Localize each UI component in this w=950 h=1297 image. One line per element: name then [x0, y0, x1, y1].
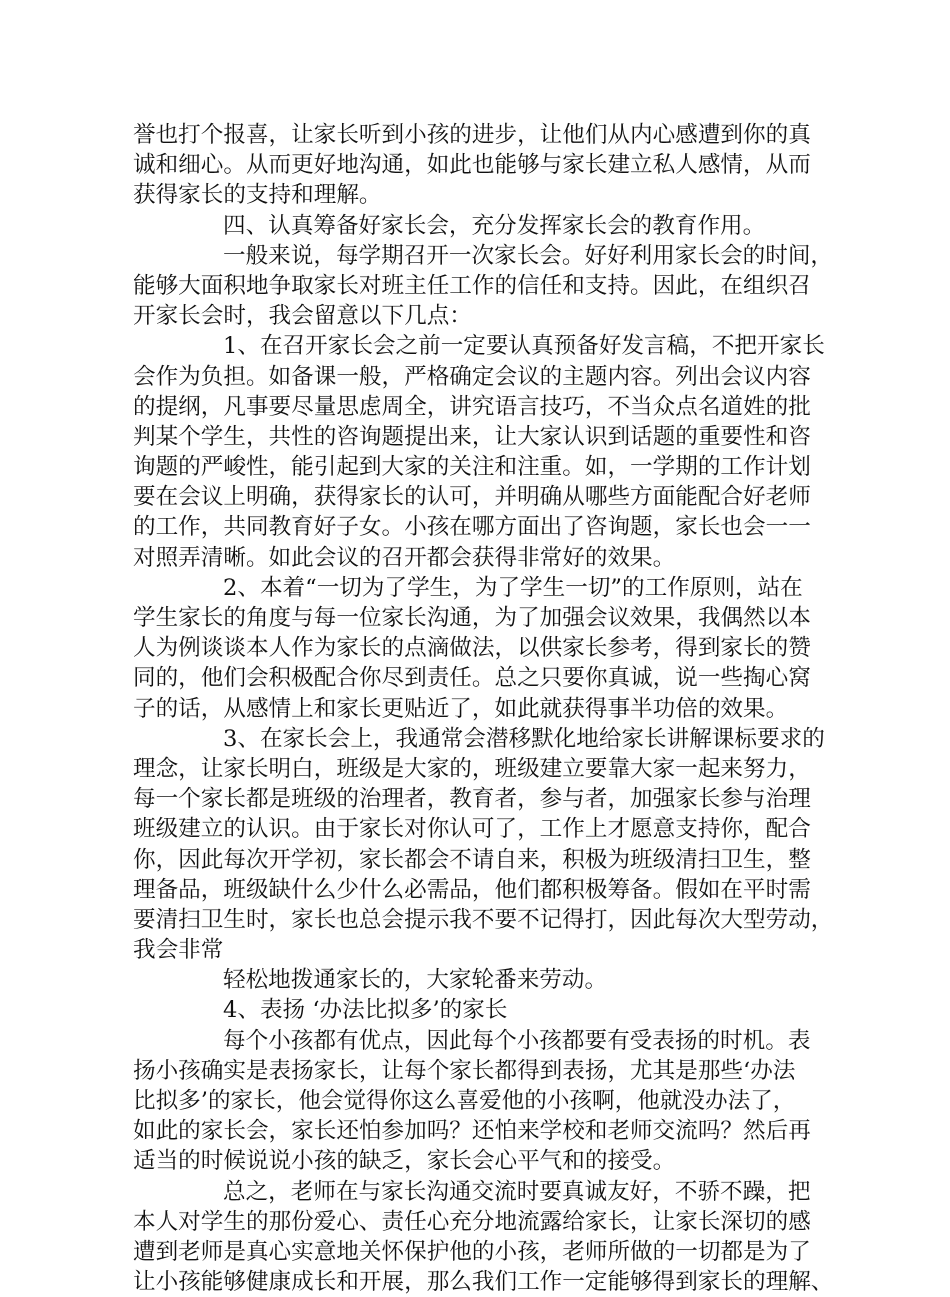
paragraph-line: 对照弄清晰。如此会议的召开都会获得非常好的效果。: [133, 544, 676, 571]
paragraph-line: 的工作，共同教育好子女。小孩在哪方面出了咨询题，家长也会一一: [133, 514, 811, 541]
paragraph-line: 总之，老师在与家长沟通交流时要真诚友好，不骄不躁，把: [223, 1178, 811, 1205]
paragraph-line: 2、本着“一切为了学生，为了学生一切”的工作原则，站在: [223, 574, 803, 601]
paragraph-line: 4、表扬 ‘办法比拟多’的家长: [223, 997, 508, 1024]
paragraph-line: 理备品，班级缺什么少什么必需品，他们都积极筹备。假如在平时需: [133, 876, 811, 903]
paragraph-line: 1、在召开家长会之前一定要认真预备好发言稿，不把开家长: [223, 333, 825, 360]
paragraph-line: 轻松地拨通家长的，大家轮番来劳动。: [223, 967, 608, 994]
paragraph-line: 询题的严峻性，能引起到大家的关注和注重。如，一学期的工作计划: [133, 454, 811, 481]
paragraph-line: 誉也打个报喜，让家长听到小孩的进步，让他们从内心感遭到你的真: [133, 122, 811, 148]
paragraph-line: 每个小孩都有优点，因此每个小孩都要有受表扬的时机。表: [223, 1027, 811, 1054]
paragraph-line: 适当的时候说说小孩的缺乏，家长会心平气和的接受。: [133, 1148, 676, 1175]
paragraph-line: 本人对学生的那份爱心、责任心充分地流露给家长，让家长深切的感: [133, 1208, 811, 1235]
paragraph-line: 我会非常: [133, 937, 224, 964]
paragraph-line: 的提纲，凡事要尽量思虑周全，讲究语言技巧，不当众点名道姓的批: [133, 393, 811, 420]
paragraph-line: 开家长会时，我会留意以下几点：: [133, 303, 472, 330]
paragraph-line: 人为例谈谈本人作为家长的点滴做法，以供家长参考，得到家长的赞: [133, 635, 811, 662]
paragraph-line: 会作为负担。如备课一般，严格确定会议的主题内容。列出会议内容: [133, 363, 811, 390]
document-body: [133, 120, 834, 1297]
paragraph-line: 让小孩能够健康成长和开展，那么我们工作一定能够得到家长的理解、: [133, 1269, 834, 1296]
paragraph-line: 学生家长的角度与每一位家长沟通，为了加强会议效果，我偶然以本: [133, 605, 811, 631]
paragraph-line: 理念，让家长明白，班级是大家的，班级建立要靠大家一起来努力，: [133, 755, 811, 782]
paragraph-line: 你，因此每次开学初，家长都会不请自来，积极为班级清扫卫生，整: [133, 846, 811, 873]
paragraph-line: 班级建立的认识。由于家长对你认可了，工作上才愿意支持你，配合: [133, 816, 811, 843]
paragraph-line: 同的，他们会积极配合你尽到责任。总之只要你真诚，说一些掏心窝: [133, 665, 811, 692]
paragraph-line: 诚和细心。从而更好地沟通，如此也能够与家长建立私人感情，从而: [133, 152, 811, 179]
paragraph-line: 子的话，从感情上和家长更贴近了，如此就获得事半功倍的效果。: [133, 695, 789, 722]
paragraph-line: 要清扫卫生时，家长也总会提示我不要不记得打，因此每次大型劳动，: [133, 906, 834, 933]
paragraph-line: 3、在家长会上，我通常会潜移默化地给家长讲解课标要求的: [223, 725, 825, 752]
paragraph-line: 遭到老师是真心实意地关怀保护他的小孩，老师所做的一切都是为了: [133, 1238, 811, 1265]
paragraph-line: 每一个家长都是班级的治理者，教育者，参与者，加强家长参与治理: [133, 786, 811, 813]
paragraph-line: 如此的家长会，家长还怕参加吗？还怕来学校和老师交流吗？然后再: [133, 1118, 811, 1145]
paragraph-line: 判某个学生，共性的咨询题提出来，让大家认识到话题的重要性和咨: [133, 423, 811, 450]
paragraph-line: 获得家长的支持和理解。: [133, 182, 382, 209]
paragraph-line: 扬小孩确实是表扬家长，让每个家长都得到表扬，尤其是那些‘办法: [133, 1057, 796, 1084]
paragraph-line: 一般来说，每学期召开一次家长会。好好利用家长会的时间，: [223, 242, 834, 269]
paragraph-line: 要在会议上明确，获得家长的认可，并明确从哪些方面能配合好老师: [133, 484, 811, 511]
paragraph-line: 比拟多’的家长，他会觉得你这么喜爱他的小孩啊，他就没办法了，: [133, 1088, 796, 1114]
paragraph-line: 四、认真筹备好家长会，充分发挥家长会的教育作用。: [223, 212, 766, 239]
paragraph-line: 能够大面积地争取家长对班主任工作的信任和支持。因此，在组织召: [133, 272, 811, 299]
